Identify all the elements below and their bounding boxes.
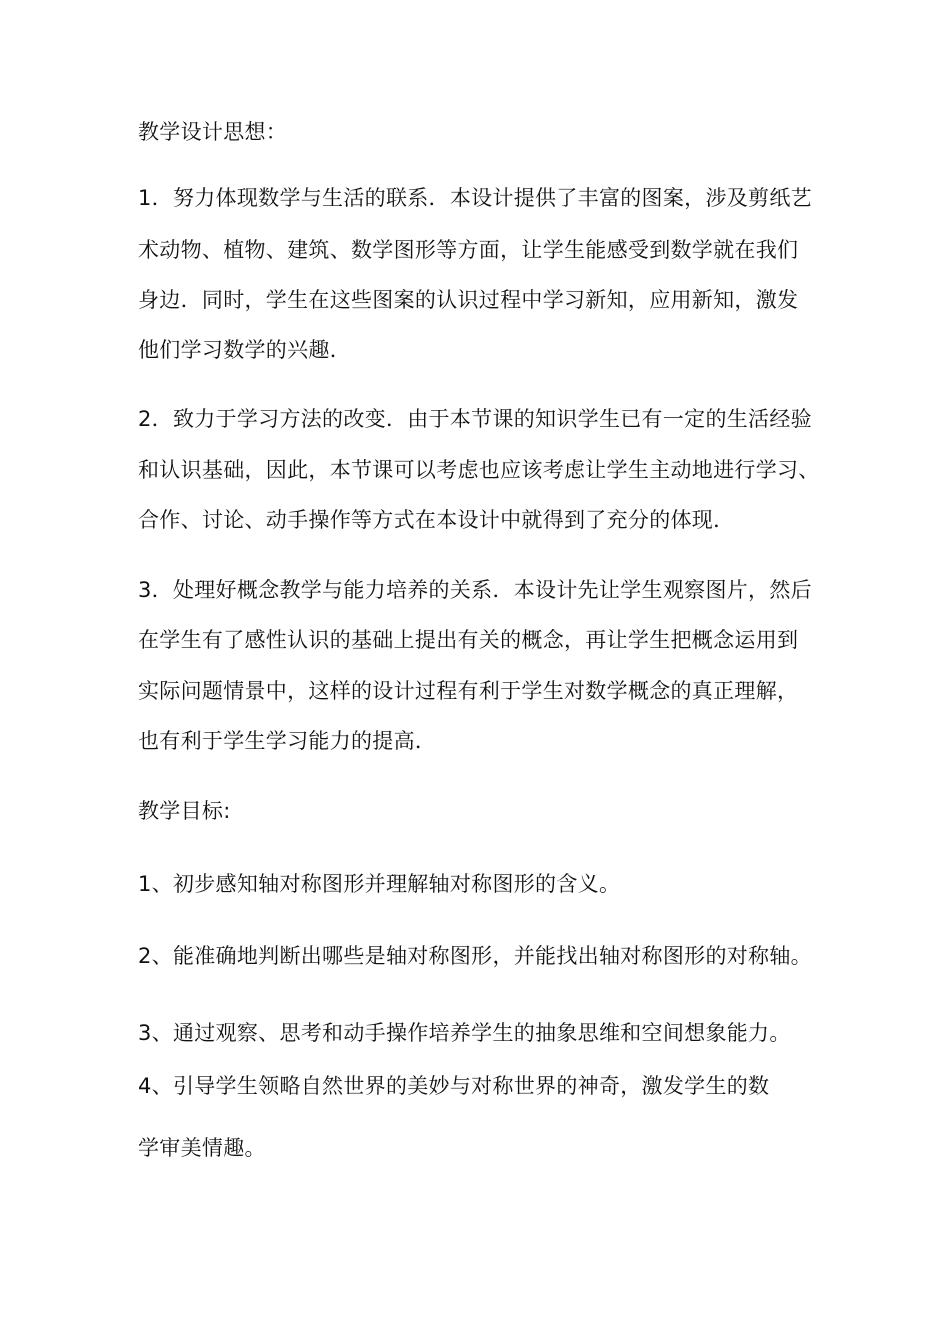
- point-1-line-3: 身边．同时，学生在这些图案的认识过程中学习新知，应用新知，激发: [138, 288, 799, 312]
- objective-3: 3、通过观察、思考和动手操作培养学生的抽象思维和空间想象能力。: [138, 1021, 791, 1045]
- objective-1: 1、初步感知轴对称图形并理解轴对称图形的含义。: [138, 872, 621, 896]
- objective-4-line-1: 4、引导学生领略自然世界的美妙与对称世界的神奇，激发学生的数: [138, 1074, 770, 1098]
- point-3-line-4: 也有利于学生学习能力的提高．: [138, 729, 437, 753]
- objective-2: 2、能准确地判断出哪些是轴对称图形，并能找出轴对称图形的对称轴。: [138, 944, 812, 968]
- objectives-heading: 教学目标:: [138, 799, 231, 823]
- design-thought-heading: 教学设计思想：: [138, 120, 288, 144]
- point-1-line-1: 1．努力体现数学与生活的联系．本设计提供了丰富的图案，涉及剪纸艺: [138, 186, 812, 210]
- point-3-line-1: 3．处理好概念教学与能力培养的关系．本设计先让学生观察图片，然后: [138, 578, 812, 602]
- point-3-line-3: 实际问题情景中，这样的设计过程有利于学生对数学概念的真正理解，: [138, 679, 799, 703]
- point-1-line-4: 他们学习数学的兴趣．: [138, 338, 351, 362]
- point-3-line-2: 在学生有了感性认识的基础上提出有关的概念，再让学生把概念运用到: [138, 628, 799, 652]
- point-2-line-2: 和认识基础，因此，本节课可以考虑也应该考虑让学生主动地进行学习、: [138, 458, 820, 482]
- objective-4-line-2: 学审美情趣。: [138, 1136, 266, 1160]
- point-2-line-3: 合作、讨论、动手操作等方式在本设计中就得到了充分的体现．: [138, 508, 735, 532]
- point-2-line-1: 2．致力于学习方法的改变．由于本节课的知识学生已有一定的生活经验: [138, 407, 812, 431]
- point-1-line-2: 术动物、植物、建筑、数学图形等方面，让学生能感受到数学就在我们: [138, 238, 799, 262]
